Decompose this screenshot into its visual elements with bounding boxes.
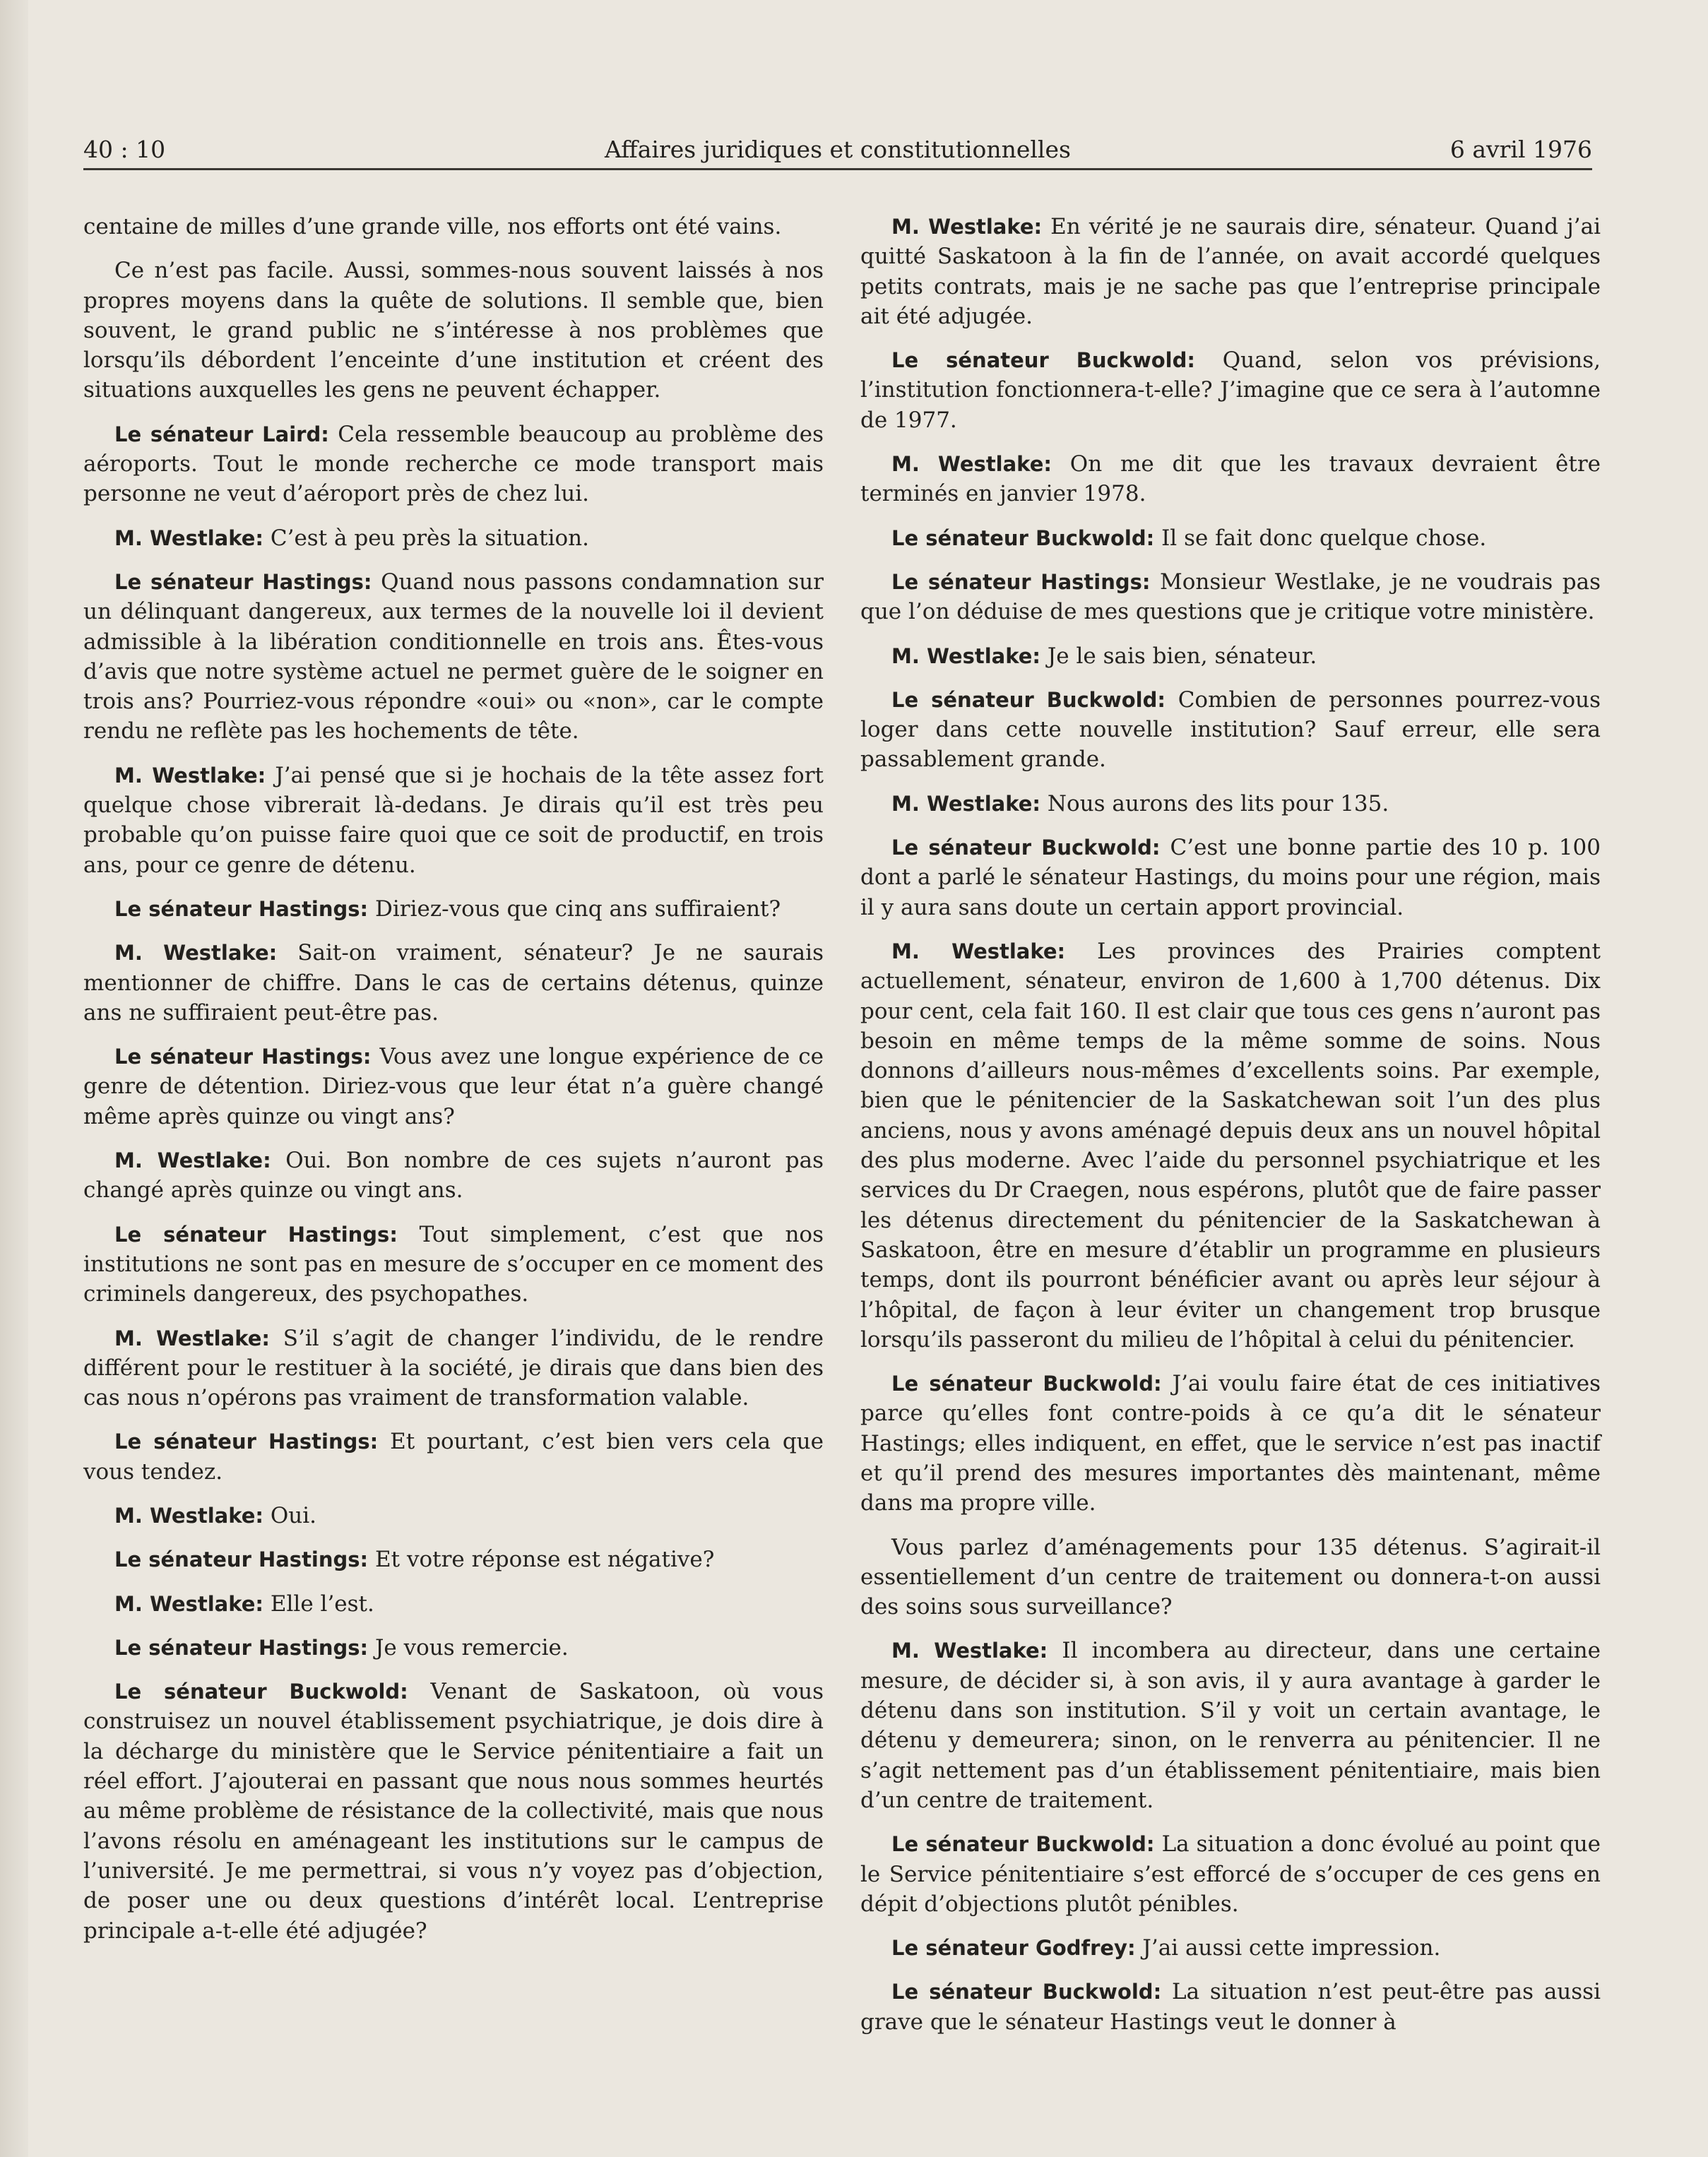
paragraph-text: Cela ressemble beaucoup au problème des aéroports. Tout le monde recherche ce mode transport mais personne ne veut d’aéroport près de chez lui.: [83, 421, 824, 507]
paragraph-text: Vous parlez d’aménagements pour 135 détenus. S’agirait-il essentiellement d’un centre de traitement ou donnera-t-on aussi des soins sous surveillance?: [860, 1534, 1601, 1620]
speaker-name: M. Westlake:: [114, 525, 264, 550]
paragraph-text: En vérité je ne saurais dire, sénateur. Quand j’ai quitté Saskatoon à la fin de l’année, on avait accordé quelques petits contrats, mais je ne sache pas que l’entreprise principale ait été adjugée.: [860, 214, 1601, 329]
speaker-name: Le sénateur Buckwold:: [891, 1832, 1155, 1857]
paragraph: [83, 212, 824, 242]
speaker-name: M. Westlake:: [114, 1326, 270, 1350]
paragraph-text: Monsieur Westlake, je ne voudrais pas que l’on déduise de mes questions que je critique votre ministère.: [860, 569, 1601, 625]
paragraph: [860, 1533, 1601, 1622]
left-column: [83, 212, 824, 1960]
speaker-name: Le sénateur Buckwold:: [891, 525, 1155, 550]
paragraph-text: On me dit que les travaux devraient être terminés en janvier 1978.: [860, 451, 1601, 507]
paragraph: [860, 1829, 1601, 1919]
paragraph: [83, 938, 824, 1028]
paragraph-text: C’est à peu près la situation.: [270, 525, 589, 551]
speaker-name: Le sénateur Buckwold:: [891, 348, 1195, 373]
paragraph: [860, 789, 1601, 819]
speaker-name: Le sénateur Hastings:: [114, 1222, 398, 1247]
speaker-name: Le sénateur Hastings:: [114, 569, 372, 594]
paragraph-text: Oui.: [270, 1502, 317, 1528]
paragraph: [860, 212, 1601, 331]
speaker-name: Le sénateur Buckwold:: [891, 687, 1166, 712]
paragraph: [860, 1369, 1601, 1518]
paragraph-text: Il se fait donc quelque chose.: [1161, 525, 1487, 551]
right-column: [860, 212, 1601, 2051]
paragraph-text: centaine de milles d’une grande ville, nos efforts ont été vains.: [83, 214, 782, 239]
paragraph: [860, 641, 1601, 671]
paragraph: [860, 833, 1601, 922]
paragraph-text: Quand, selon vos prévisions, l’institution fonctionnera-t-elle? J’imagine que ce sera à l’automne de 1977.: [860, 347, 1601, 433]
paragraph: [860, 1636, 1601, 1815]
paragraph-text: J’ai voulu faire état de ces initiatives parce qu’elles font contre-poids à ce qu’a dit le sénateur Hastings; elles indiquent, en effet, que le service n’est pas inactif et qu’il prend des mesures importantes dès maintenant, même dans ma propre ville.: [860, 1371, 1601, 1516]
paragraph: [860, 937, 1601, 1355]
speaker-name: M. Westlake:: [114, 1503, 264, 1528]
paragraph-text: Je le sais bien, sénateur.: [1047, 643, 1317, 669]
paragraph-text: C’est une bonne partie des 10 p. 100 dont a parlé le sénateur Hastings, du moins pour une région, mais il y aura sans doute un certain apport provincial.: [860, 835, 1601, 920]
paragraph-text: S’il s’agit de changer l’individu, de le rendre différent pour le restituer à la société, je dirais que dans bien des cas nous n’opérons pas vraiment de transformation valable.: [83, 1325, 824, 1411]
paragraph-text: Et votre réponse est négative?: [375, 1547, 715, 1573]
paragraph: [83, 1633, 824, 1663]
paragraph-text: Nous aurons des lits pour 135.: [1047, 790, 1389, 816]
paragraph: [83, 1042, 824, 1131]
speaker-name: M. Westlake:: [114, 1591, 264, 1616]
page-binding-edge: [0, 0, 28, 2157]
paragraph-text: Et pourtant, c’est bien vers cela que vous tendez.: [83, 1429, 824, 1485]
paragraph: [860, 1977, 1601, 2037]
speaker-name: Le sénateur Buckwold:: [891, 1980, 1162, 2004]
running-title: Affaires juridiques et constitutionnelles: [605, 136, 1071, 163]
speaker-name: Le sénateur Hastings:: [891, 569, 1151, 594]
paragraph-text: Sait-on vraiment, sénateur? Je ne saurais mentionner de chiffre. Dans le cas de certains détenus, quinze ans ne suffiraient peut-être pas.: [83, 940, 824, 1026]
paragraph-text: Ce n’est pas facile. Aussi, sommes-nous souvent laissés à nos propres moyens dans la quête de solutions. Il semble que, bien souvent, le grand public ne s’intéresse à nos problèmes que lorsqu’ils débordent l’enceinte d’une institution et créent des situations auxquelles les gens ne peuvent échapper.: [83, 258, 824, 403]
paragraph-text: La situation n’est peut-être pas aussi grave que le sénateur Hastings veut le donner à: [860, 1979, 1601, 2035]
speaker-name: M. Westlake:: [114, 1148, 271, 1173]
speaker-name: Le sénateur Hastings:: [114, 1635, 369, 1660]
speaker-name: M. Westlake:: [114, 941, 278, 965]
paragraph-text: La situation a donc évolué au point que le Service pénitentiaire s’est efforcé de s’occuper de ces gens en dépit d’objections plutôt pénibles.: [860, 1831, 1601, 1917]
paragraph: [83, 1324, 824, 1413]
paragraph-text: Elle l’est.: [270, 1591, 374, 1617]
speaker-name: M. Westlake:: [891, 791, 1041, 816]
speaker-name: Le sénateur Buckwold:: [891, 1372, 1162, 1396]
paragraph: [83, 567, 824, 747]
paragraph: [860, 685, 1601, 775]
speaker-name: M. Westlake:: [891, 939, 1066, 963]
speaker-name: M. Westlake:: [891, 643, 1041, 668]
speaker-name: Le sénateur Hastings:: [114, 1430, 379, 1454]
paragraph: [83, 1146, 824, 1206]
paragraph: [860, 345, 1601, 435]
speaker-name: Le sénateur Hastings:: [114, 896, 369, 921]
speaker-name: Le sénateur Laird:: [114, 422, 329, 446]
paragraph: [860, 449, 1601, 509]
page-number: 40 : 10: [83, 136, 166, 163]
paragraph-text: Il incombera au directeur, dans une certaine mesure, de décider si, à son avis, il y aura avantage à garder le détenu dans son institution. S’il y voit un certain avantage, le détenu y demeurera; sinon, on le renverra au pénitencier. Il ne s’agit nettement pas d’un établissement pénitentiaire, mais bien d’un centre de traitement.: [860, 1638, 1601, 1813]
paragraph: [860, 523, 1601, 553]
speaker-name: M. Westlake:: [891, 215, 1043, 239]
paragraph: [83, 894, 824, 924]
paragraph: [83, 1427, 824, 1487]
speaker-name: M. Westlake:: [891, 452, 1052, 477]
page-header: [83, 124, 1592, 170]
paragraph-text: Vous avez une longue expérience de ce genre de détention. Diriez-vous que leur état n’a guère changé même après quinze ou vingt ans?: [83, 1044, 824, 1129]
speaker-name: Le sénateur Buckwold:: [114, 1680, 408, 1704]
paragraph-text: Venant de Saskatoon, où vous construisez un nouvel établissement psychiatrique, je dois dire à la décharge du ministère que le Service pénitentiaire a fait un réel effort. J’ajouterai en passant que nous nous sommes heurtés au même problème de résistance de la collectivité, mais que nous l’avons résolu en aménageant les institutions sur le campus de l’université. Je me permettrai, si vous n’y voyez pas d’objection, de poser une ou deux questions d’intérêt local. L’entreprise principale a-t-elle été adjugée?: [83, 1679, 824, 1944]
paragraph-text: Oui. Bon nombre de ces sujets n’auront pas changé après quinze ou vingt ans.: [83, 1148, 824, 1204]
paragraph-text: Je vous remercie.: [375, 1634, 569, 1660]
speaker-name: Le sénateur Hastings:: [114, 1045, 372, 1069]
paragraph-text: J’ai pensé que si je hochais de la tête assez fort quelque chose vibrerait là-dedans. Je dirais qu’il est très peu probable qu’on puisse faire quoi que ce soit de productif, en trois ans, pour ce genre de détenu.: [83, 762, 824, 878]
paragraph-text: Les provinces des Prairies comptent actuellement, sénateur, environ de 1,600 à 1,700 détenus. Dix pour cent, cela fait 160. Il est clair que tous ces gens n’auront pas besoin en même temps de la même somme de soins. Nous donnons d’ailleurs nous-mêmes d’excellents soins. Par exemple, bien que le pénitencier de la Saskatchewan soit l’un des plus anciens, nous y avons aménagé depuis deux ans un nouvel hôpital des plus moderne. Avec l’aide du personnel psychiatrique et les services du Dr Craegen, nous espérons, plutôt que de faire passer les détenus directement du pénitencier de la Saskatchewan à Saskatoon, être en mesure d’établir un programme en plusieurs temps, dont ils pourront bénéficier avant ou après leur séjour à l’hôpital, de façon à leur éviter un changement trop brusque lorsqu’ils passeront du milieu de l’hôpital à celui du pénitencier.: [860, 938, 1601, 1353]
speaker-name: M. Westlake:: [114, 763, 266, 788]
paragraph-text: Quand nous passons condamnation sur un délinquant dangereux, aux termes de la nouvelle loi il devient admissible à la libération conditionnelle en trois ans. Êtes-vous d’avis que notre système actuel ne permet guère de le soigner en trois ans? Pourriez-vous répondre «oui» ou «non», car le compte rendu ne reflète pas les hochements de tête.: [83, 569, 824, 744]
paragraph: [83, 256, 824, 405]
speaker-name: M. Westlake:: [891, 1639, 1048, 1663]
paragraph-text: Diriez-vous que cinq ans suffiraient?: [375, 896, 781, 922]
paragraph: [860, 567, 1601, 627]
speaker-name: Le sénateur Hastings:: [114, 1547, 369, 1572]
paragraph: [83, 1545, 824, 1574]
paragraph: [83, 523, 824, 553]
paragraph: [83, 761, 824, 880]
speaker-name: Le sénateur Godfrey:: [891, 1936, 1136, 1961]
paragraph-text: J’ai aussi cette impression.: [1142, 1935, 1441, 1961]
paragraph: [83, 1220, 824, 1309]
paragraph-text: Combien de personnes pourrez-vous loger dans cette nouvelle institution? Sauf erreur, elle sera passablement grande.: [860, 687, 1601, 773]
paragraph: [83, 1501, 824, 1531]
page-date: 6 avril 1976: [1449, 136, 1592, 163]
paragraph: [860, 1933, 1601, 1963]
paragraph: [83, 1677, 824, 1946]
paragraph-text: Tout simplement, c’est que nos institutions ne sont pas en mesure de s’occuper en ce moment des criminels dangereux, des psychopathes.: [83, 1221, 824, 1307]
paragraph: [83, 1589, 824, 1619]
speaker-name: Le sénateur Buckwold:: [891, 836, 1161, 860]
paragraph: [83, 420, 824, 509]
